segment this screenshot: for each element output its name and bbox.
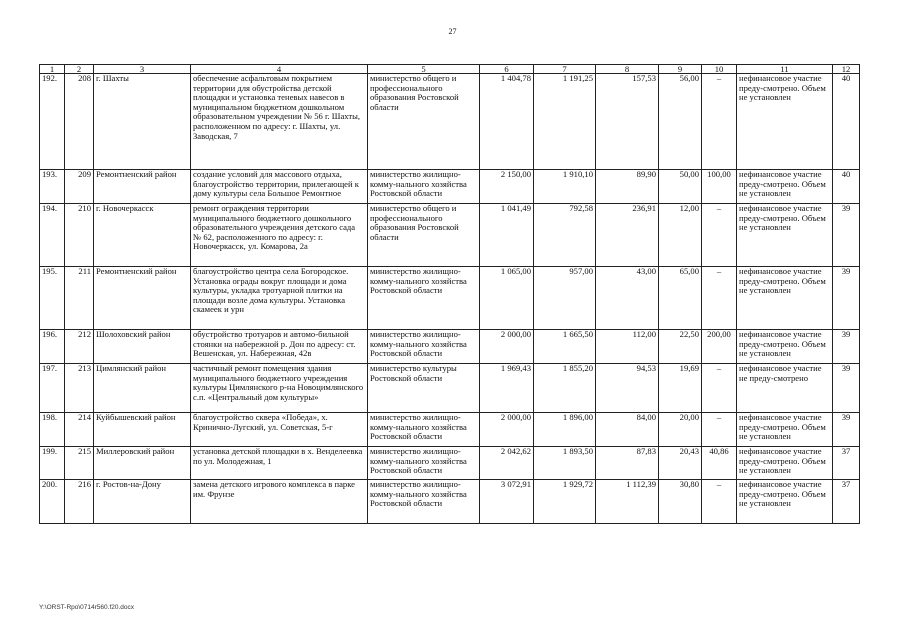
participation-note: нефинансовое участие преду-смотрено. Объем не установлен [737, 204, 833, 267]
participation-note: нефинансовое участие преду-смотрено. Объем не установлен [737, 480, 833, 524]
row-index: 200. [40, 480, 65, 524]
amount-col8: 89,90 [596, 170, 659, 204]
amount-col10: – [702, 204, 737, 267]
project-description: благоустройство центра села Богородское. Установка ограды вокруг площади и дома культуры, укладка тротуарной плитки на площади возле дома культуры. Установка скамеек и урн [191, 267, 368, 330]
amount-col8: 87,83 [596, 447, 659, 480]
municipality: Ремонтненский район [94, 267, 191, 330]
table-row [40, 330, 860, 364]
participation-note: нефинансовое участие преду-смотрено. Объем не установлен [737, 447, 833, 480]
amount-col9: 65,00 [659, 267, 702, 330]
amount-col8: 43,00 [596, 267, 659, 330]
amount-col10: 200,00 [702, 330, 737, 364]
amount-col9: 20,43 [659, 447, 702, 480]
project-description: создание условий для массового отдыха, благоустройство территории, прилегающей к дому культуры села Большое Ремонтное [191, 170, 368, 204]
amount-total: 1 041,49 [480, 204, 534, 267]
amount-col9: 12,00 [659, 204, 702, 267]
projects-table [39, 64, 860, 524]
ministry: министерство культуры Ростовской области [368, 364, 480, 413]
amount-total: 2 150,00 [480, 170, 534, 204]
amount-col7: 1 893,50 [534, 447, 596, 480]
municipality: г. Новочеркасск [94, 204, 191, 267]
amount-col10: – [702, 364, 737, 413]
column-header: 4 [191, 65, 368, 74]
amount-col7: 792,58 [534, 204, 596, 267]
page-number: 27 [448, 27, 457, 36]
amount-total: 2 000,00 [480, 330, 534, 364]
amount-col9: 30,80 [659, 480, 702, 524]
item-number: 214 [65, 413, 94, 447]
column-header: 9 [659, 65, 702, 74]
amount-col8: 112,00 [596, 330, 659, 364]
row-index: 192. [40, 74, 65, 170]
amount-col8: 157,53 [596, 74, 659, 170]
ministry: министерство общего и профессионального образования Ростовской области [368, 204, 480, 267]
project-description: обеспечение асфальтовым покрытием территории для обустройства детской площадки и установка теневых навесов в муниципальном бюджетном дошкольном образовательном учреждении № 56 г. Шахты, расположенном по адресу: г. Шахты, ул. Заводская, 7 [191, 74, 368, 170]
ministry: министерство жилищно-комму-нального хозяйства Ростовской области [368, 480, 480, 524]
row-index: 198. [40, 413, 65, 447]
municipality: Цимлянский район [94, 364, 191, 413]
participation-note: нефинансовое участие преду-смотрено. Объем не установлен [737, 74, 833, 170]
amount-total: 3 072,91 [480, 480, 534, 524]
row-index: 197. [40, 364, 65, 413]
table-row [40, 364, 860, 413]
column-number-header [40, 65, 860, 74]
amount-col9: 20,00 [659, 413, 702, 447]
amount-col9: 50,00 [659, 170, 702, 204]
document-path: Y:\ORST-Rpo\0714r560.f20.docx [39, 604, 135, 611]
score: 39 [833, 413, 860, 447]
amount-col8: 1 112,39 [596, 480, 659, 524]
column-header: 8 [596, 65, 659, 74]
score: 39 [833, 204, 860, 267]
amount-total: 1 404,78 [480, 74, 534, 170]
amount-col10: – [702, 480, 737, 524]
row-index: 195. [40, 267, 65, 330]
item-number: 215 [65, 447, 94, 480]
score: 40 [833, 74, 860, 170]
item-number: 213 [65, 364, 94, 413]
amount-col10: – [702, 413, 737, 447]
amount-col8: 94,53 [596, 364, 659, 413]
column-header: 1 [40, 65, 65, 74]
column-header: 10 [702, 65, 737, 74]
row-index: 196. [40, 330, 65, 364]
municipality: г. Ростов-на-Дону [94, 480, 191, 524]
table-row [40, 170, 860, 204]
score: 39 [833, 267, 860, 330]
table-row [40, 204, 860, 267]
ministry: министерство жилищно-комму-нального хозяйства Ростовской области [368, 413, 480, 447]
amount-total: 2 042,62 [480, 447, 534, 480]
amount-col7: 1 910,10 [534, 170, 596, 204]
item-number: 211 [65, 267, 94, 330]
municipality: Ремонтненский район [94, 170, 191, 204]
amount-total: 1 065,00 [480, 267, 534, 330]
project-description: обустройство тротуаров и автомо-бильной стоянки на набережной р. Дон по адресу: ст. Вешенская, ул. Набережная, 42в [191, 330, 368, 364]
amount-col7: 1 896,00 [534, 413, 596, 447]
amount-total: 1 969,43 [480, 364, 534, 413]
table-row [40, 267, 860, 330]
score: 40 [833, 170, 860, 204]
row-index: 199. [40, 447, 65, 480]
row-index: 193. [40, 170, 65, 204]
amount-col10: 100,00 [702, 170, 737, 204]
municipality: Миллеровский район [94, 447, 191, 480]
participation-note: нефинансовое участие преду-смотрено. Объем не установлен [737, 413, 833, 447]
participation-note: нефинансовое участие преду-смотрено. Объем не установлен [737, 170, 833, 204]
column-header: 3 [94, 65, 191, 74]
item-number: 209 [65, 170, 94, 204]
amount-col7: 1 665,50 [534, 330, 596, 364]
amount-col8: 236,91 [596, 204, 659, 267]
amount-col9: 56,00 [659, 74, 702, 170]
column-header: 7 [534, 65, 596, 74]
amount-total: 2 000,00 [480, 413, 534, 447]
score: 39 [833, 330, 860, 364]
row-index: 194. [40, 204, 65, 267]
score: 37 [833, 480, 860, 524]
project-description: благоустройство сквера «Победа», х. Кринично-Лугский, ул. Советская, 5-г [191, 413, 368, 447]
municipality: г. Шахты [94, 74, 191, 170]
project-description: частичный ремонт помещения здания муниципального бюджетного учреждения культуры Цимлянского р-на Новоцимлянского с.п. «Центральный дом культуры» [191, 364, 368, 413]
table-row [40, 480, 860, 524]
ministry: министерство жилищно-комму-нального хозяйства Ростовской области [368, 267, 480, 330]
score: 39 [833, 364, 860, 413]
municipality: Куйбышевский район [94, 413, 191, 447]
amount-col7: 1 929,72 [534, 480, 596, 524]
column-header: 6 [480, 65, 534, 74]
amount-col9: 19,69 [659, 364, 702, 413]
municipality: Шолоховский район [94, 330, 191, 364]
ministry: министерство общего и профессионального образования Ростовской области [368, 74, 480, 170]
ministry: министерство жилищно-комму-нального хозяйства Ростовской области [368, 170, 480, 204]
amount-col8: 84,00 [596, 413, 659, 447]
table-row [40, 74, 860, 170]
ministry: министерство жилищно-комму-нального хозяйства Ростовской области [368, 447, 480, 480]
amount-col10: – [702, 74, 737, 170]
participation-note: нефинансовое участие преду-смотрено. Объем не установлен [737, 267, 833, 330]
amount-col10: 40,86 [702, 447, 737, 480]
column-header: 5 [368, 65, 480, 74]
item-number: 208 [65, 74, 94, 170]
table-row [40, 447, 860, 480]
item-number: 210 [65, 204, 94, 267]
item-number: 212 [65, 330, 94, 364]
score: 37 [833, 447, 860, 480]
participation-note: нефинансовое участие преду-смотрено. Объем не установлен [737, 330, 833, 364]
participation-note: нефинансовое участие не преду-смотрено [737, 364, 833, 413]
project-description: замена детского игрового комплекса в парке им. Фрунзе [191, 480, 368, 524]
amount-col9: 22,50 [659, 330, 702, 364]
amount-col7: 1 191,25 [534, 74, 596, 170]
item-number: 216 [65, 480, 94, 524]
column-header: 2 [65, 65, 94, 74]
amount-col7: 1 855,20 [534, 364, 596, 413]
project-description: ремонт ограждения территории муниципального бюджетного дошкольного образовательного учреждения детского сада № 62, расположенного по адресу: г. Новочеркасск, ул. Комарова, 2а [191, 204, 368, 267]
ministry: министерство жилищно-комму-нального хозяйства Ростовской области [368, 330, 480, 364]
column-header: 12 [833, 65, 860, 74]
amount-col7: 957,00 [534, 267, 596, 330]
column-header: 11 [737, 65, 833, 74]
table-row [40, 413, 860, 447]
amount-col10: – [702, 267, 737, 330]
project-description: установка детской площадки в х. Венделеевка по ул. Молодежная, 1 [191, 447, 368, 480]
